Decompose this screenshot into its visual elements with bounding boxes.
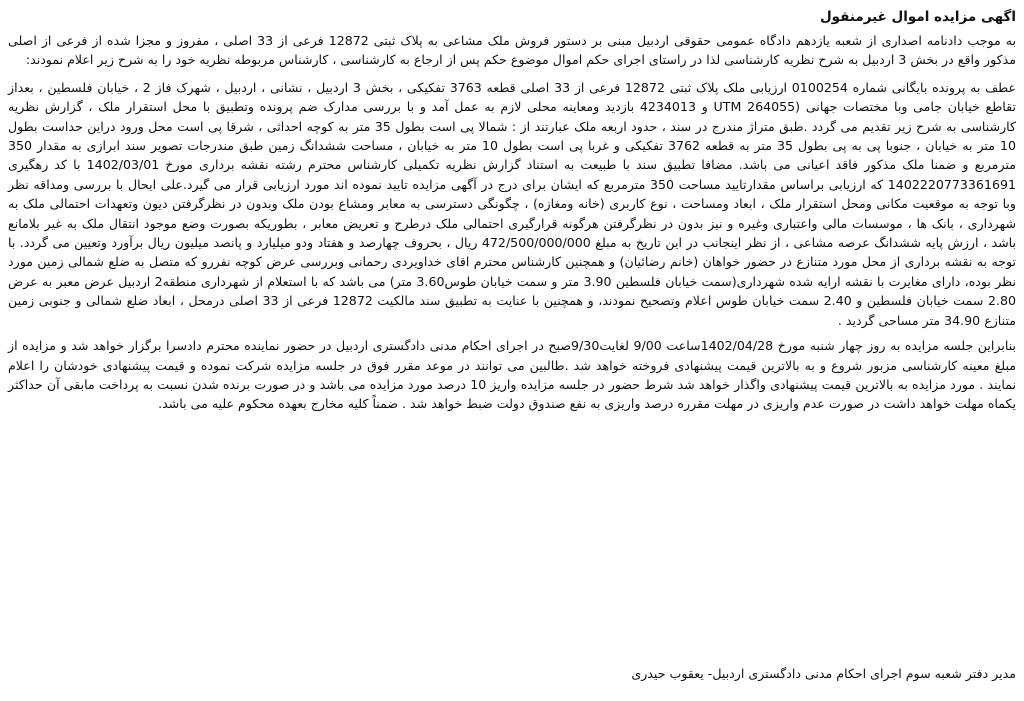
signature-line: مدیر دفتر شعبه سوم اجرای احکام مدنی دادگستری اردبیل- یعقوب حیدری [631, 666, 1016, 681]
appraisal-paragraph: عطف به پرونده بایگانی شماره 0100254 ارزیابی ملک پلاک ثبتی 12872 فرعی از 33 اصلی قطعه 3763 تفکیکی ، بخش 3 اردبیل ، نشانی ، اردبیل ، شهرک فاز 2 ، خیابان فلسطین ، بعداز تقاطع خیابان جامی وبا مختصات جهانی (UTM 264055 و 4234013 بازدید ومعاینه محلی لازم به عمل آمد و با بررسی مدارک ضم پرونده وتطبیق با محل استقرار ملک ، گزارش نظریه کارشناسی به شرح زیر تقدیم می گردد .طبق متراژ مندرج در سند ، حدود اربعه ملک عبارتند از : شمالا پی است بطول 35 متر به کوچه احداثی ، شرقا پی است محل ورود دراین حداست بطول 10 متر به خیابان ، جنوبا پی به پی بطول 35 متر به قطعه 3762 تفکیکی و غربا پی است بطول 10 متر به خیابان ، مساحت ششدانگ زمین طبق مندرجات تصویر سند ابرازی به مقدار 350 مترمربع و ضمنا ملک مذکور فاقد اعیانی می باشد. مضافا تطبیق سند با طبیعت به استناد گزارش نظریه تکمیلی کارشناس محترم رشته نقشه برداری مورخ 1402/03/01 با کد رهگیری 1402220773361691 که ارزیابی براساس مقدارتایید مساحت 350 مترمربع که ایشان برای درج در آگهی مزایده تایید نموده اند مورد ارزیابی قرار می گیرد.علی ایحال با بررسی ومداقه نظر وبا توجه به موقعیت مکانی ومحل استقرار ملک ، ابعاد ومساحت ، نوع کاربری (خانه ومغازه) ، چگونگی دسترسی به معابر ومشاع بودن ملک وبدون در نظرگرفتن دیون وتعهدات احتمالی ملک به شهرداری ، بانک ها ، موسسات مالی واعتباری وغیره و نیز بدون در نظرگرفتن هرگونه قرارگیری احتمالی ملک درطرح و تعریض معابر ، بطوریکه بصورت وضع موجود انتقال ملک به غیر بلامانع باشد ، ارزش پایه ششدانگ عرصه مشاعی ، از نظر اینجانب در این تاریخ به مبلغ 472/500/000/000 ریال ، بحروف چهارصد و هفتاد ودو میلیارد و پانصد میلیون ریال برآورد وتعیین می گردد. با توجه به نقشه برداری از محل مورد متنازع در حضور خواهان (خانم رضائیان) و همچنین کارشناس محترم اقای خداویردی رحمانی وبررسی عرض کوچه نفررو که متصل به ضلع شمالی زمین مورد نظر بوده، دارای مغایرت با نقشه ارایه شده شهرداری(سمت خیابان فلسطین 3.90 متر و سمت خیابان طوس3.60 متر) می باشد که با استعلام از شهرداری منطقه2 اردبیل عرض معبر به عرض 2.80 سمت خیابان فلسطین و 2.40 سمت خیابان طوس اعلام وتصحیح نمودند، و همچنین با عنایت به تطبیق سند مالکیت 12872 فرعی از 33 اصلی درمحل ، ابعاد ضلع شمالی و جنوبی زمین متنازع 34.90 متر مساحی گردید . [8, 79, 1017, 328]
intro-paragraph: به موجب دادنامه اصداری از شعبه یازدهم دادگاه عمومی حقوقی اردبیل مبنی بر دستور فروش ملک مشاعی به پلاک ثبتی 12872 فرعی از 33 اصلی ، مفروز و مجزا شده از فرعی از اصلی مذکور واقع در بخش 3 اردبیل به شرح نظریه کارشناسی لذا در راستای اجرای حکم اموال موضوع حکم پس از ارجاع به کارشناسی ، کارشناس مربوطه نظریه خود را به شرح زیر اعلام نمودند: [8, 33, 1017, 68]
auction-terms-paragraph: بنابراین جلسه مزایده به روز چهار شنبه مورخ 1402/04/28ساعت 9/00 لغایت9/30صبح در اجرای احکام مدنی دادگستری اردبیل در حضور نماینده محترم دادسرا برگزار خواهد شد و مزایده از مبلغ معینه کارشناسی مزبور شروع و به بالاترین قیمت پیشنهادی فروخته خواهد شد .طالبین می توانند در موعد مقرر فوق در جلسه مزایده شرکت نموده و قیمت پیشنهادی خودشان را اعلام نمایند . مورد مزایده به بالاترین قیمت پیشنهادی واگذار خواهد شد شرط حضور در جلسه مزایده واریز 10 درصد مورد مزایده می باشد و در صورت برنده شدن نسبت به پرداخت مابقی آن حداکثر یکماه مهلت خواهد داشت در صورت عدم واریزی در مهلت مقرره درصد واریزی به نفع صندوق دولت ضبط خواهد شد . ضمناً کلیه مخارج بعهده محکوم علیه می باشد. [8, 338, 1016, 412]
announcement-title: اگهی مزایده اموال غیرمنقول [819, 9, 1016, 25]
